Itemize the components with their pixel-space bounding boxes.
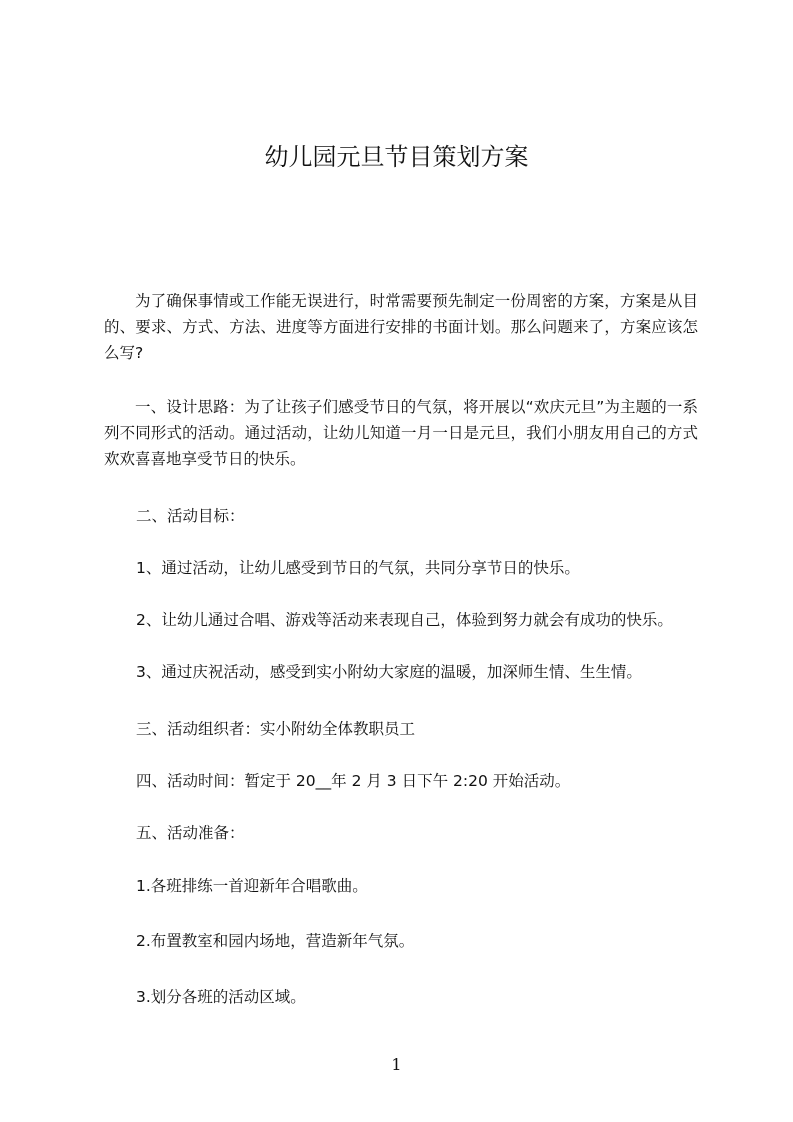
goal-item-1: 1、通过活动，让幼儿感受到节日的气氛，共同分享节日的快乐。 [136, 559, 580, 577]
section-preparation-heading: 五、活动准备： [136, 824, 245, 842]
goal-item-2: 2、让幼儿通过合唱、游戏等活动来表现自己，体验到努力就会有成功的快乐。 [136, 611, 673, 629]
section-organizer: 三、活动组织者：实小附幼全体教职员工 [136, 720, 416, 738]
section-design-idea: 一、设计思路：为了让孩子们感受节日的气氛，将开展以“欢庆元旦”为主题的一系列不同形式的活动。通过活动，让幼儿知道一月一日是元旦，我们小朋友用自己的方式欢欢喜喜地享受节日的快乐。 [104, 398, 698, 468]
page-number: 1 [391, 1055, 402, 1074]
section-goals-heading: 二、活动目标： [136, 507, 245, 525]
section-time: 四、活动时间：暂定于 20__年 2 月 3 日下午 2:20 开始活动。 [136, 772, 571, 790]
document-title: 幼儿园元旦节目策划方案 [264, 143, 529, 171]
prep-item-3: 3.划分各班的活动区域。 [136, 988, 306, 1006]
intro-paragraph: 为了确保事情或工作能无误进行，时常需要预先制定一份周密的方案，方案是从目的、要求、方式、方法、进度等方面进行安排的书面计划。那么问题来了，方案应该怎么写? [104, 292, 698, 362]
prep-item-1: 1.各班排练一首迎新年合唱歌曲。 [136, 877, 368, 895]
prep-item-2: 2.布置教室和园内场地，营造新年气氛。 [136, 932, 415, 950]
goal-item-3: 3、通过庆祝活动，感受到实小附幼大家庭的温暖，加深师生情、生生情。 [136, 663, 642, 681]
